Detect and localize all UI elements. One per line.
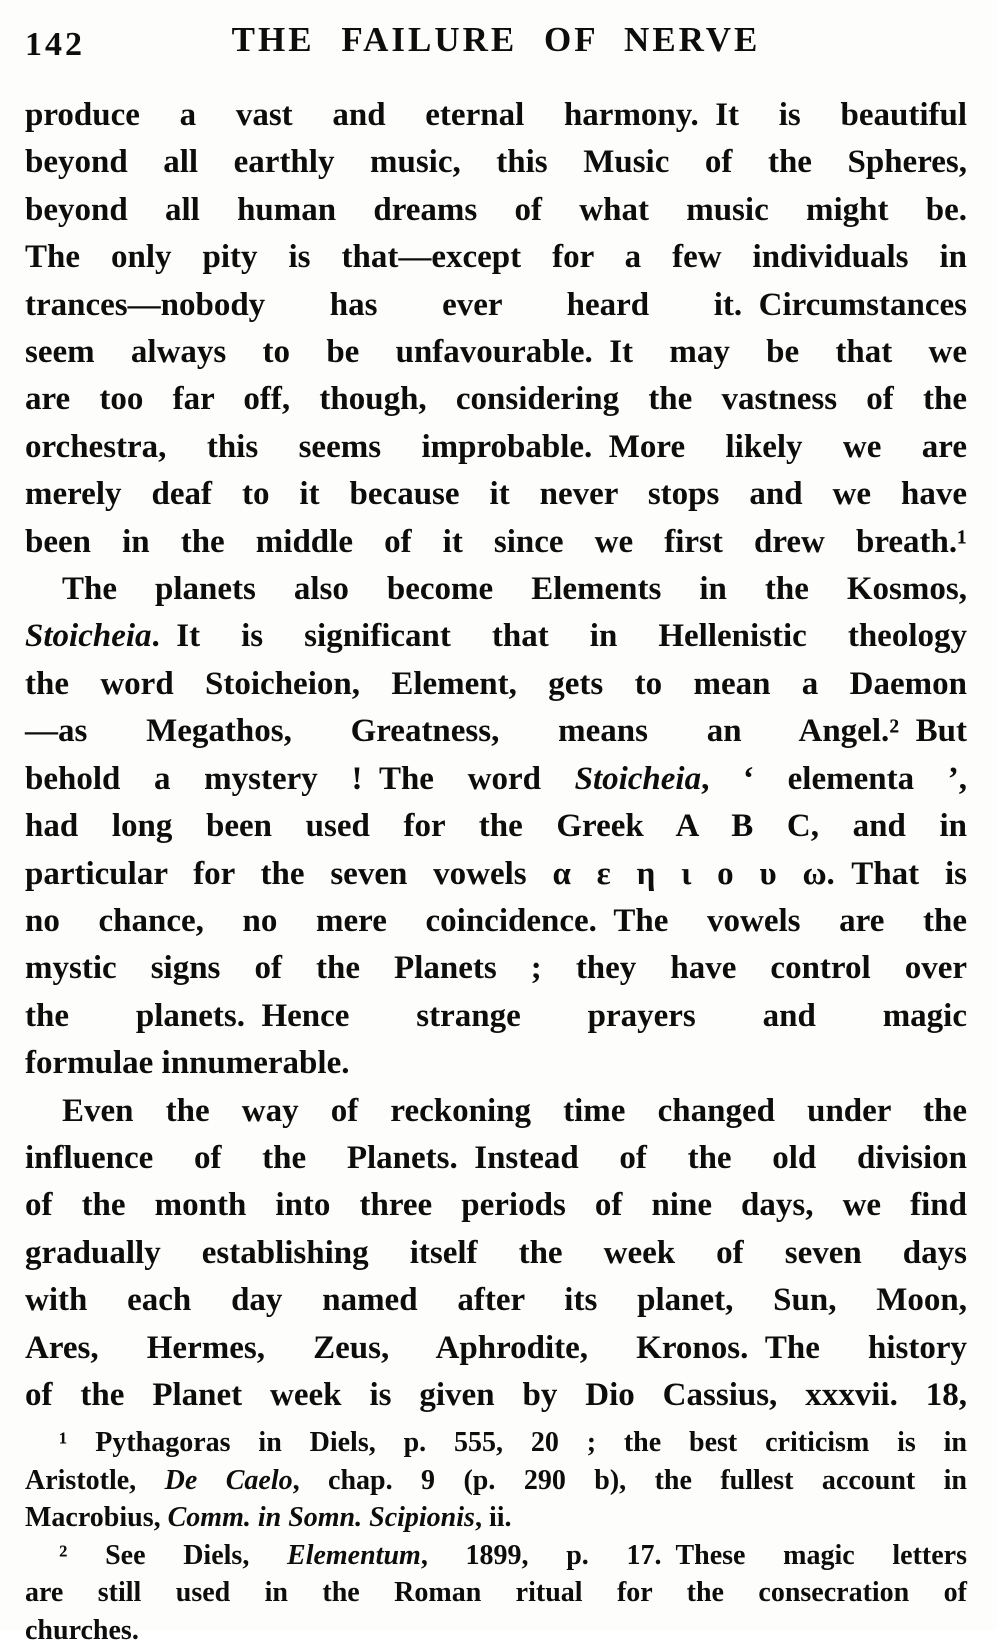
text-line: beyond all earthly music, this Music of the Spheres, [25,144,967,181]
text-line: Even the way of reckoning time changed under the [62,1092,967,1129]
text-line: particular for the seven vowels α ε η ι ο υ ω. That is [25,855,967,892]
text-line: the word Stoicheion, Element, gets to mean a Daemon [25,665,967,702]
paragraph [25,566,967,1087]
footnotes [25,1424,967,1650]
text-line: —as Megathos, Greatness, means an Angel.² But [25,713,967,750]
text-line: beyond all human dreams of what music might be. [25,191,967,228]
text-line: gradually establishing itself the week of seven days [25,1234,967,1271]
text-line: seem always to be unfavourable. It may be that we [25,334,967,371]
text-line: formulae innumerable. [25,1045,350,1082]
page-number: 142 [25,26,85,63]
paragraph [25,92,967,566]
running-head [25,20,967,80]
footnote [25,1537,967,1650]
text-line: been in the middle of it since we first drew breath.¹ [25,523,967,560]
text-line: are too far off, though, considering the vastness of the [25,381,967,418]
text-line: The only pity is that—except for a few individuals in [25,239,967,276]
text-line: produce a vast and eternal harmony. It is beautiful [25,97,967,133]
text-line: with each day named after its planet, Sun, Moon, [25,1282,967,1319]
text-line: had long been used for the Greek A B C, and in [25,808,967,845]
text-line: no chance, no mere coincidence. The vowels are the [25,902,967,939]
text-line: orchestra, this seems improbable. More likely we are [25,428,967,465]
text-line: are still used in the Roman ritual for the consecration of [25,1577,967,1609]
text-line: of the month into three periods of nine days, we find [25,1187,967,1224]
text-line: the planets. Hence strange prayers and magic [25,997,967,1034]
text-line: churches. [25,1614,139,1646]
text-line: Aristotle, De Caelo, chap. 9 (p. 290 b), the fullest account in [25,1464,967,1496]
text-line: ² See Diels, Elementum, 1899, p. 17. These magic letters [59,1539,967,1571]
paragraph [25,1088,967,1420]
text-line: mystic signs of the Planets ; they have control over [25,950,967,987]
text-line: trances—nobody has ever heard it. Circumstances [25,286,967,323]
text-line: merely deaf to it because it never stops and we have [25,476,967,513]
text-line: Ares, Hermes, Zeus, Aphrodite, Kronos. The history [25,1329,967,1366]
text-line: Macrobius, Comm. in Somn. Scipionis, ii. [25,1502,512,1534]
running-title: THE FAILURE OF NERVE [231,20,761,59]
text-line: behold a mystery ! The word Stoicheia, ‘ elementa ’, [25,760,967,797]
text-line: influence of the Planets. Instead of the old division [25,1139,967,1176]
text-line: The planets also become Elements in the Kosmos, [62,571,967,608]
text-line: ¹ Pythagoras in Diels, p. 555, 20 ; the best criticism is in [59,1427,967,1458]
footnote [25,1424,967,1537]
text-line: Stoicheia. It is significant that in Hellenistic theology [25,618,967,655]
text-line: of the Planet week is given by Dio Cassius, xxxvii. 18, [25,1376,967,1413]
body-text [25,92,967,1419]
